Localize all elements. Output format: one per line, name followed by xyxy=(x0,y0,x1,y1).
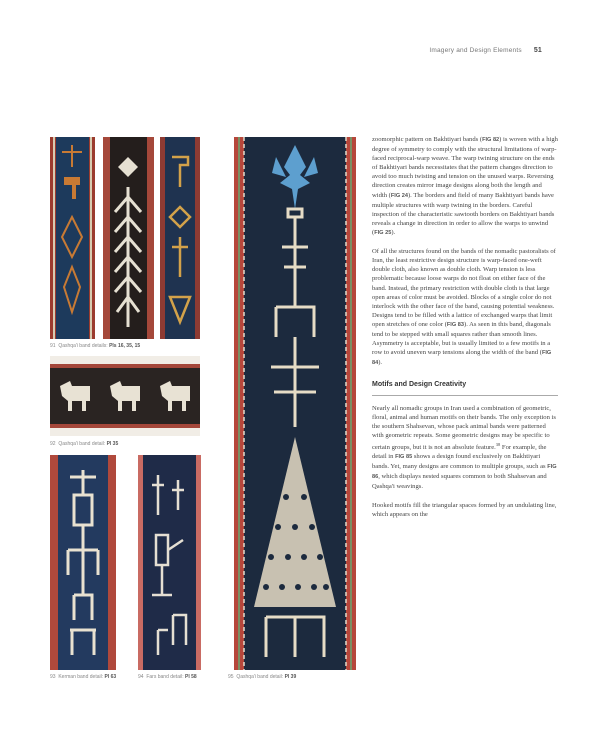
section-title: Imagery and Design Elements xyxy=(429,47,522,54)
footnote-marker[interactable]: 38 xyxy=(495,441,501,447)
figure-ref[interactable]: FIG 82 xyxy=(482,137,500,143)
figure-91-caption: 91 Qashqa'i band details: Pls 16, 35, 15 xyxy=(50,343,141,349)
figure-93-band xyxy=(50,455,116,670)
figure-ref[interactable]: FIG 85 xyxy=(395,454,413,461)
figure-91-band-b xyxy=(103,137,154,339)
figure-ref[interactable]: FIG 86 xyxy=(372,464,557,481)
section-heading: Motifs and Design Creativity xyxy=(372,377,558,395)
figure-ref[interactable]: FIG 24 xyxy=(390,192,408,199)
figure-95-caption: 95 Qashqa'i band detail: Pl 39 xyxy=(228,674,297,680)
figure-94-band xyxy=(138,455,201,670)
body-text xyxy=(372,135,558,528)
figure-ref[interactable]: FIG 25 xyxy=(374,229,392,236)
paragraph-3: Nearly all nomadic groups in Iran used a combination of geometric, floral, animal and human motifs on their bands. The only exception is the southern Shahsevan, whose pack animal bands were patterned with geometric repeats. Some geometric designs may be specific to certain groups, but it is not an absolute feature.$^{38}$ For example, the detail in FIG 85 shows a design found exclusively on Bakhtiyari bands. Yet, many designs are common to multiple groups, such as FIG 86, which displays nested squares common to both Shahsevan and Qashqa'i weavings. xyxy=(372,404,557,491)
figure-ref[interactable]: FIG 83 xyxy=(446,321,464,328)
running-head xyxy=(429,47,542,54)
figure-91-band-c xyxy=(160,137,200,339)
figure-92-caption: 92 Qashqa'i band detail: Pl 35 xyxy=(50,441,119,447)
figure-94-caption: 94 Fars band detail: Pl 58 xyxy=(138,674,197,680)
page-number: 51 xyxy=(533,47,542,54)
figure-ref[interactable]: FIG 84 xyxy=(372,350,552,367)
figure-93-caption: 93 Kerman band detail: Pl 63 xyxy=(50,674,117,680)
paragraph-2: Of all the structures found on the bands of the nomadic pastoralists of Iran, the least restrictive design structure is warp-faced one-weft double cloth, also known as double cloth. Warp tension is less problematic because loose warps do not float on either face of the band. Instead, the primary restriction with double cloth is that large open areas of color must be avoided. Blocks of a single color do not interlock with the other face of the band, causing potential weakness. Designs tend to be filled with a lattice of exchanged warps that limit open stretches of one color (FIG 83). As seen in this band, diagonals tend to be stepped with small squares rather than smooth lines. Asymmetry is acceptable, but is usually limited to a few motifs in a row to avoid uneven warp tensions along the width of the band (FIG 84). xyxy=(372,248,556,367)
figure-91-band-a xyxy=(50,137,95,339)
paragraph-4: Hooked motifs fill the triangular spaces formed by an undulating line, which appears on the xyxy=(372,501,557,518)
paragraph-1: zoomorphic pattern on Bakhtiyari bands (FIG 82) is woven with a high degree of symmetry to comply with the structural limitations of warp-faced reciprocal-warp weave. The warp twining structure on the ends of Bakhtiyari bands necessitates that the pattern changes direction to avoid too much twisting and tension on the unused warps. Reversing direction creates mirror image designs along both the length and width (FIG 24). The borders and field of many Bakhtiyari bands have multiple structures with warp twining in the borders. Careful inspection of the characteristic sawtooth borders on Bakhtiyari bands reveals a change in direction in order to allow the warps to unwind (FIG 25). xyxy=(372,136,558,236)
figure-95-band xyxy=(226,137,364,670)
figure-92-band xyxy=(50,356,200,436)
